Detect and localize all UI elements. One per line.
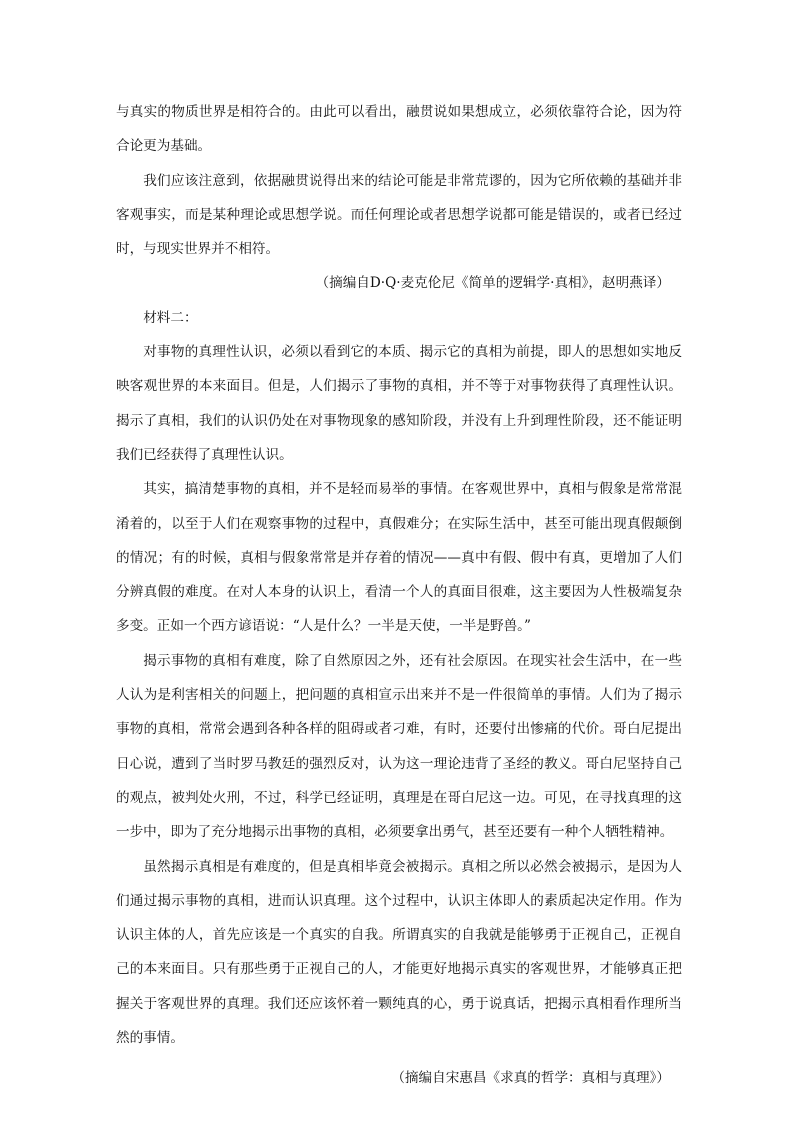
- paragraph-social-reasons: 揭示事物的真相有难度，除了自然原因之外，还有社会原因。在现实社会生活中，在一些人认为是利害相关的问题上，把问题的真相宣示出来并不是一件很简单的事情。人们为了揭示事物的真相，常常会遇到各种各样的阻碍或者刁难，有时，还要付出惨痛的代价。哥白尼提出日心说，遭到了当时罗马教廷的强烈反对，认为这一理论违背了圣经的教义。哥白尼坚持自己的观点，被判处火刑，不过，科学已经证明，真理是在哥白尼这一边。可见，在寻找真理的这一步中，即为了充分地揭示出事物的真相，必须要拿出勇气，甚至还要有一种个人牺牲精神。: [116, 652, 682, 841]
- paragraph-finding-truth: 其实，搞清楚事物的真相，并不是轻而易举的事情。在客观世界中，真相与假象是常常混淆着的，以至于人们在观察事物的过程中，真假难分；在实际生活中，甚至可能出现真假颠倒的情况；有的时候，真相与假象常常是并存着的情况——真中有假、假中有真，更增加了人们分辨真假的难度。在对人本身的认识上，看清一个人的真面目很难，这主要因为人性极端复杂多变。正如一个西方谚语说：“人是什么？一半是天使，一半是野兽。”: [116, 481, 682, 635]
- document-page: [116, 95, 682, 1096]
- paragraph-revealing-truth: 虽然揭示真相是有难度的，但是真相毕竟会被揭示。真相之所以必然会被揭示，是因为人们通过揭示事物的真相，进而认识真理。这个过程中，认识主体即人的素质起决定作用。作为认识主体的人，首先应该是一个真实的自我。所谓真实的自我就是能够勇于正视自己，正视自己的本来面目。只有那些勇于正视自己的人，才能更好地揭示真实的客观世界，才能够真正把握关于客观世界的真理。我们还应该怀着一颗纯真的心，勇于说真话，把揭示真相看作理所当然的事情。: [116, 858, 682, 1047]
- paragraph-truth-recognition: 对事物的真理性认识，必须以看到它的本质、揭示它的真相为前提，即人的思想如实地反映客观世界的本来面目。但是，人们揭示了事物的真相，并不等于对事物获得了真理性认识。揭示了真相，我们的认识仍处在对事物现象的感知阶段，并没有上升到理性阶段，还不能证明我们已经获得了真理性认识。: [116, 344, 682, 463]
- paragraph-continuation: 与真实的物质世界是相符合的。由此可以看出，融贯说如果想成立，必须依靠符合论，因为符合论更为基础。: [116, 104, 682, 155]
- material-heading: 材料二：: [143, 309, 198, 326]
- source-citation-1: （摘编自D·Q·麦克伦尼《简单的逻辑学·真相》，赵明燕译）: [315, 275, 670, 292]
- paragraph-coherence-warning: 我们应该注意到，依据融贯说得出来的结论可能是非常荒谬的，因为它所依赖的基础并非客观事实，而是某种理论或思想学说。而任何理论或者思想学说都可能是错误的，或者已经过时，与现实世界并不相符。: [116, 172, 682, 258]
- source-citation-2: （摘编自宋惠昌《求真的哲学：真相与真理》）: [391, 1070, 670, 1087]
